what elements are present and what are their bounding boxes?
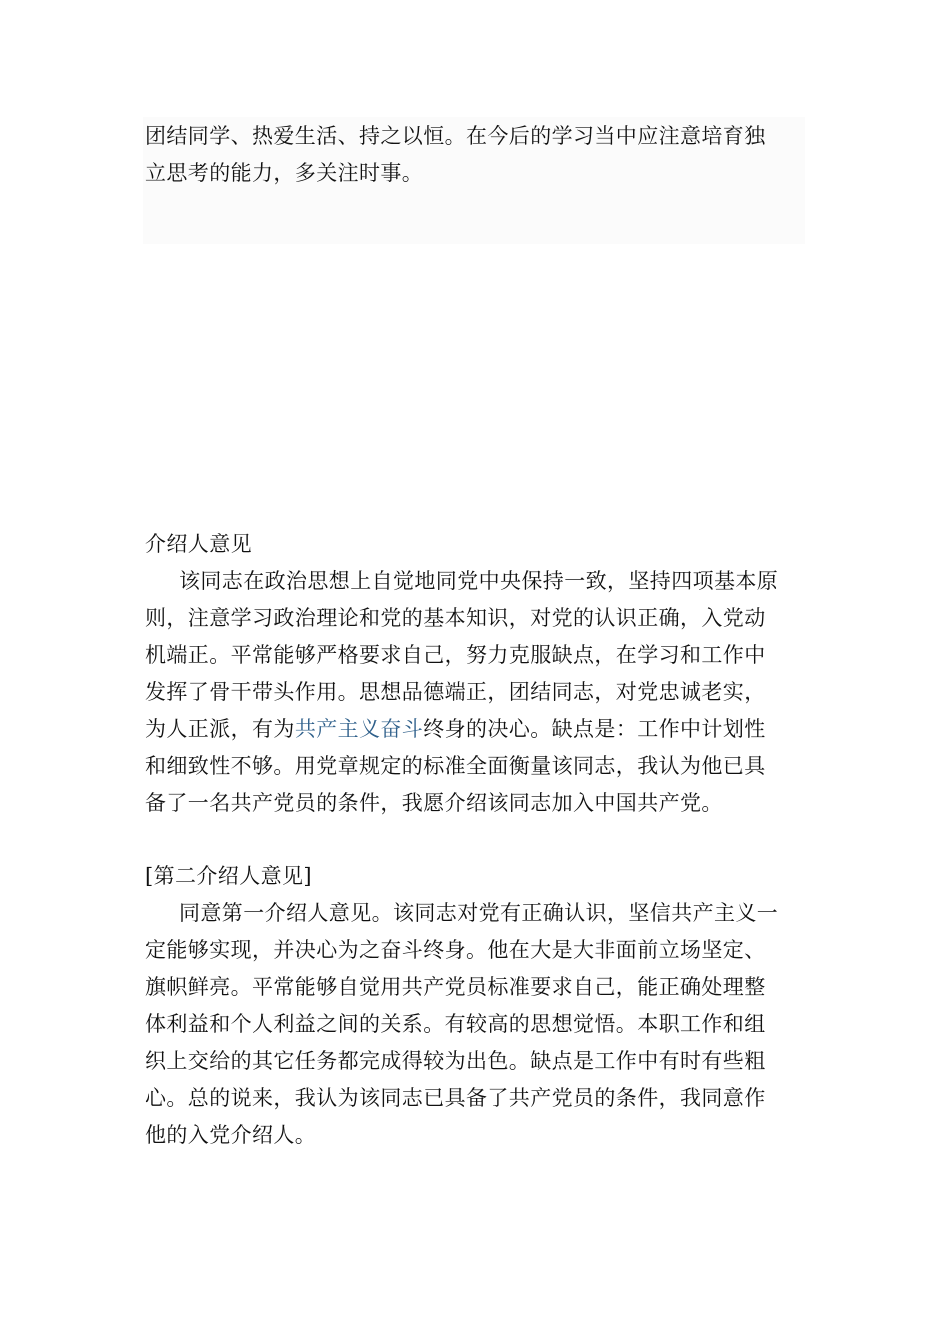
section2-line: 体利益和个人利益之间的关系。有较高的思想觉悟。本职工作和组: [145, 1012, 766, 1036]
section1-line: 则，注意学习政治理论和党的基本知识，对党的认识正确，入党动: [145, 606, 766, 630]
section2-line: 他的入党介绍人。: [145, 1123, 317, 1147]
section1-line-text: 终身的决心。缺点是：工作中计划性: [423, 717, 766, 741]
section1-line-text: 为人正派，有为: [145, 717, 295, 741]
section2-line: 织上交给的其它任务都完成得较为出色。缺点是工作中有时有些粗: [145, 1049, 766, 1073]
top-paragraph-line: 团结同学、热爱生活、持之以恒。在今后的学习当中应注意培育独: [145, 124, 766, 148]
communism-link[interactable]: 共产主义奋斗: [294, 717, 424, 741]
section2-line: 定能够实现，并决心为之奋斗终身。他在大是大非面前立场坚定、: [145, 938, 766, 962]
section1-line: [145, 711, 766, 748]
section2-heading: [第二介绍人意见]: [145, 864, 312, 888]
section1-line: 备了一名共产党员的条件，我愿介绍该同志加入中国共产党。: [145, 791, 723, 815]
section1-line: 发挥了骨干带头作用。思想品德端正，团结同志，对党忠诚老实，: [145, 680, 766, 704]
section2-line: 旗帜鲜亮。平常能够自觉用共产党员标准要求自己，能正确处理整: [145, 975, 766, 999]
section2-line: 心。总的说来，我认为该同志已具备了共产党员的条件，我同意作: [145, 1086, 766, 1110]
section1-line: 该同志在政治思想上自觉地同党中央保持一致，坚持四项基本原: [179, 569, 779, 593]
section1-heading: 介绍人意见: [145, 532, 252, 556]
top-paragraph-line: 立思考的能力，多关注时事。: [145, 161, 424, 185]
section1-line: 机端正。平常能够严格要求自己，努力克服缺点，在学习和工作中: [145, 643, 766, 667]
section1-line: 和细致性不够。用党章规定的标准全面衡量该同志，我认为他已具: [145, 754, 766, 778]
section2-line: 同意第一介绍人意见。该同志对党有正确认识，坚信共产主义一: [179, 901, 779, 925]
